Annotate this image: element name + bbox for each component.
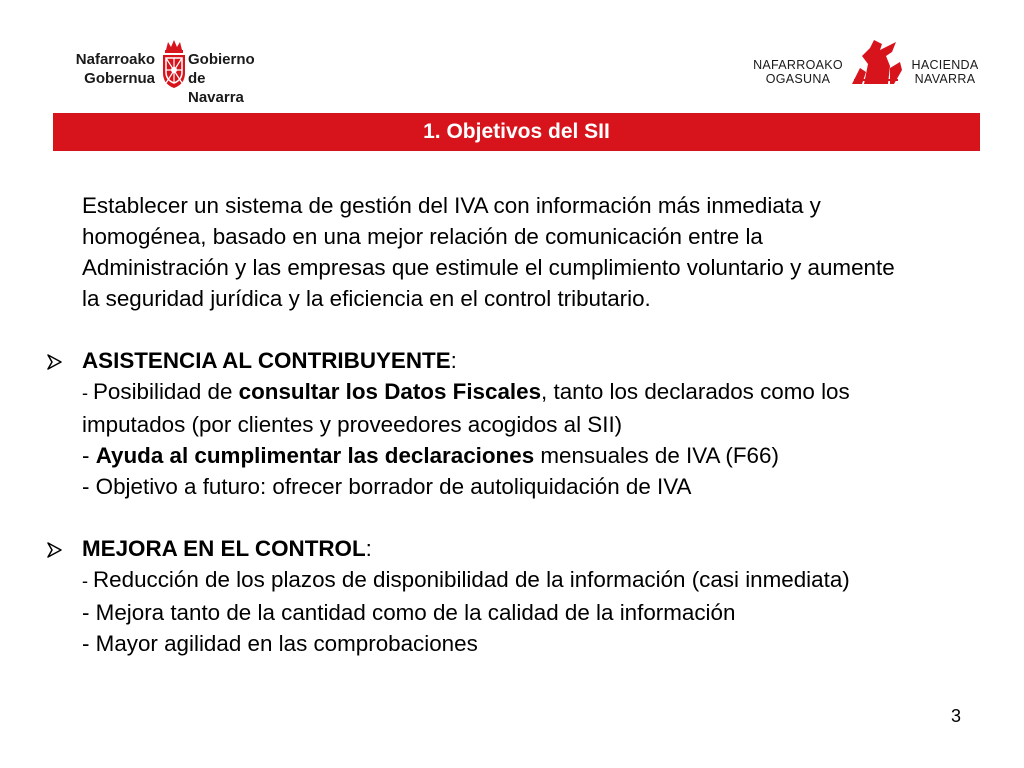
slide-content bbox=[82, 190, 1012, 659]
dash: - bbox=[82, 443, 96, 468]
logo-left-basque bbox=[43, 50, 155, 88]
logo-text: de Navarra bbox=[188, 70, 244, 106]
text: Reducción de los plazos de disponibilidad de la información (casi inmediata) bbox=[93, 567, 850, 592]
arrow-bullet-icon bbox=[46, 345, 66, 376]
dash: - bbox=[82, 383, 93, 403]
heading-colon: : bbox=[450, 348, 457, 373]
text: mensuales de IVA (F66) bbox=[534, 443, 779, 468]
heading-text: ASISTENCIA AL CONTRIBUYENTE bbox=[82, 348, 451, 373]
arrow-bullet-icon bbox=[46, 533, 66, 564]
section-heading bbox=[82, 345, 1012, 376]
text: Posibilidad de bbox=[93, 379, 239, 404]
page-number: 3 bbox=[951, 706, 962, 726]
section-mejora bbox=[82, 533, 1012, 659]
logo-right-basque bbox=[752, 58, 844, 86]
logo-text: NAFARROAKO bbox=[753, 58, 843, 72]
section-asistencia bbox=[82, 345, 1012, 502]
dash: - bbox=[82, 571, 93, 591]
intro-paragraph bbox=[82, 190, 1012, 314]
text: , tanto los declarados como los bbox=[541, 379, 850, 404]
bullet-line: - Objetivo a futuro: ofrecer borrador de autoliquidación de IVA bbox=[82, 474, 692, 499]
gobierno-navarra-logo bbox=[40, 38, 260, 106]
section-heading bbox=[82, 533, 1012, 564]
logo-right-spanish bbox=[907, 58, 983, 86]
intro-line: Establecer un sistema de gestión del IVA con información más inmediata y bbox=[82, 193, 821, 218]
hacienda-emblem-icon bbox=[844, 38, 908, 86]
bullet-line: imputados (por clientes y proveedores acogidos al SII) bbox=[82, 412, 623, 437]
logo-text: Gobierno bbox=[188, 51, 255, 68]
bullet-line bbox=[82, 376, 1012, 409]
logo-left-spanish bbox=[188, 50, 260, 107]
logo-text: Gobernua bbox=[84, 70, 155, 87]
logo-text: NAVARRA bbox=[914, 72, 976, 86]
bold-text: consultar los Datos Fiscales bbox=[238, 379, 542, 404]
intro-line: homogénea, basado en una mejor relación de comunicación entre la bbox=[82, 224, 763, 249]
intro-line: la seguridad jurídica y la eficiencia en el control tributario. bbox=[82, 286, 651, 311]
bullet-line bbox=[82, 564, 1012, 597]
section-title-banner: 1. Objetivos del SII bbox=[53, 113, 980, 151]
bullet-line: - Mayor agilidad en las comprobaciones bbox=[82, 631, 478, 656]
bullet-line: - Mejora tanto de la cantidad como de la calidad de la información bbox=[82, 600, 736, 625]
intro-line: Administración y las empresas que estimule el cumplimiento voluntario y aumente bbox=[82, 255, 895, 280]
logo-text: HACIENDA bbox=[911, 58, 979, 72]
logo-text: OGASUNA bbox=[765, 72, 831, 86]
bold-text: Ayuda al cumplimentar las declaraciones bbox=[95, 443, 535, 468]
hacienda-navarra-logo bbox=[752, 38, 984, 90]
heading-colon: : bbox=[365, 536, 372, 561]
heading-text: MEJORA EN EL CONTROL bbox=[82, 536, 366, 561]
navarra-shield-icon bbox=[160, 38, 188, 90]
logo-text: Nafarroako bbox=[75, 51, 155, 68]
bullet-line bbox=[82, 440, 1012, 471]
